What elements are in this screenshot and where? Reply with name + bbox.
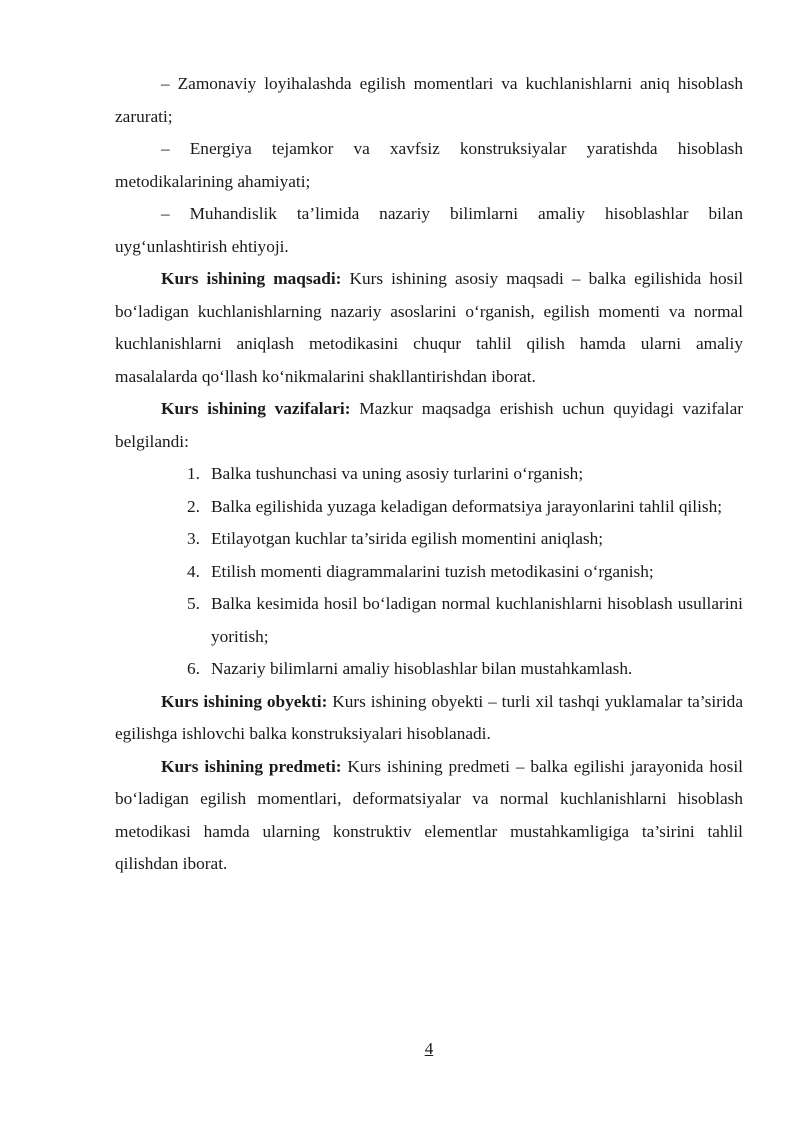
list-item — [115, 491, 743, 524]
obyekt-text: Kurs ishining obyekti – turli xil tashqi yuklamalar ta’sirida egilishga ishlovchi balka konstruksiyalari hisoblanadi. — [115, 691, 743, 743]
list-item — [115, 653, 743, 686]
obyekt-paragraph — [115, 686, 743, 751]
maqsad-text: Kurs ishining asosiy maqsadi – balka egilishida hosil bo‘ladigan kuchlanishlarning nazariy asoslarini o‘rganish, egilish momenti va normal kuchlanishlarni aniqlash metodikasini chuqur tahlil qilish hamda ularni amaliy masalalarda qo‘llash ko‘nikmalarini shakllantirishdan iborat. — [115, 269, 744, 386]
list-item-number: 2. — [187, 496, 200, 516]
vazifalar-list — [115, 458, 743, 686]
list-item — [115, 556, 743, 589]
vazifalar-text: Mazkur maqsadga erishish uchun quyidagi vazifalar belgilandi: — [115, 399, 743, 451]
intro-item-2: – Energiya tejamkor va xavfsiz konstruksiyalar yaratishda hisoblash metodikalarining ahamiyati; — [115, 139, 743, 191]
list-item — [115, 458, 743, 491]
list-item — [115, 588, 743, 653]
list-item-text: Balka kesimida hosil bo‘ladigan normal kuchlanishlarni hisoblash usullarini yoritish; — [211, 594, 743, 646]
list-item — [115, 523, 743, 556]
list-item-text: Balka egilishida yuzaga keladigan deformatsiya jarayonlarini tahlil qilish; — [211, 496, 723, 516]
intro-item-3: – Muhandislik ta’limida nazariy bilimlarni amaliy hisoblashlar bilan uyg‘unlashtirish ehtiyoji. — [115, 204, 743, 256]
list-item-number: 3. — [187, 529, 200, 548]
intro-item-1: – Zamonaviy loyihalashda egilish momentlari va kuchlanishlarni aniq hisoblash zarurati; — [115, 74, 743, 126]
page-number: 4 — [424, 1039, 434, 1058]
predmet-label: Kurs ishining predmeti: — [161, 756, 342, 776]
list-item-number: 4. — [187, 561, 200, 581]
predmet-text: Kurs ishining predmeti – balka egilishi jarayonida hosil bo‘ladigan egilish momentlari, deformatsiyalar va normal kuchlanishlarni hisoblash metodikasi hamda ularning konstruktiv elementlar mustahkamligiga ta’sirini tahlil qilishdan iborat. — [115, 756, 743, 873]
list-item-number: 5. — [187, 594, 200, 613]
list-item-text: Etilish momenti diagrammalarini tuzish metodikasini o‘rganish; — [211, 561, 654, 581]
list-item-number: 1. — [187, 464, 200, 483]
list-item-text: Etilayotgan kuchlar ta’sirida egilish momentini aniqlash; — [211, 529, 604, 548]
vazifalar-label: Kurs ishining vazifalari: — [161, 399, 351, 418]
list-item-text: Nazariy bilimlarni amaliy hisoblashlar bilan mustahkamlash. — [211, 659, 633, 678]
vazifalar-paragraph — [115, 393, 743, 458]
document-body — [115, 68, 743, 881]
maqsad-label: Kurs ishining maqsadi: — [161, 269, 342, 288]
list-item-text: Balka tushunchasi va uning asosiy turlarini o‘rganish; — [211, 464, 584, 483]
obyekt-label: Kurs ishining obyekti: — [161, 691, 328, 711]
list-item-number: 6. — [187, 659, 200, 678]
predmet-paragraph — [115, 751, 743, 881]
maqsad-paragraph — [115, 263, 743, 393]
